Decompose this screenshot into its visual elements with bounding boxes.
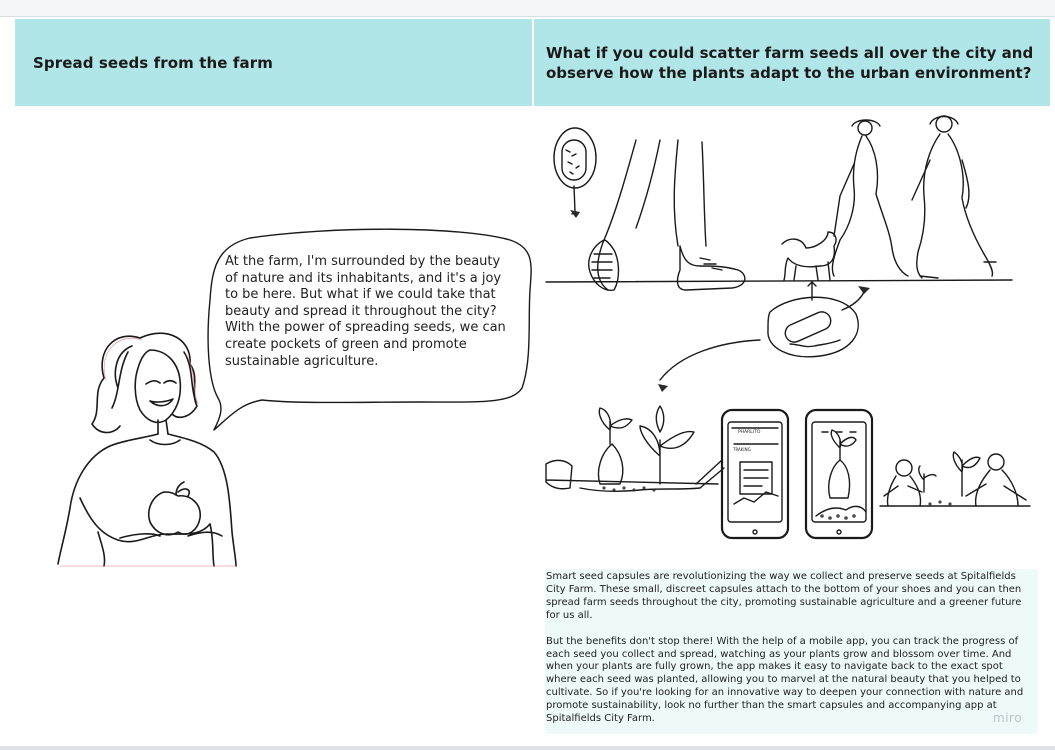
- dropped-capsule-illustration[interactable]: [660, 282, 864, 380]
- info-text-box[interactable]: [545, 569, 1038, 734]
- right-header-question: What if you could scatter farm seeds all over the city and observe how the plants adapt to the urban environment?: [546, 43, 1034, 82]
- phone-app-title: PHARLITO: [738, 430, 761, 435]
- phone-app-label: TRAKING: [733, 447, 751, 452]
- speech-bubble-text: At the farm, I'm surrounded by the beauty of nature and its inhabitants, and it's a joy to be here. But what if we could take that beauty and spread it throughout the city? With the power of spreading seeds, we can create pockets of green and promote sustainable agriculture.: [225, 254, 506, 369]
- board-bottom-bar: [0, 746, 1055, 750]
- info-paragraph-2: But the benefits don't stop there! With the help of a mobile app, you can track the progress of each seed you collect and spread, watching as your plants grow and blossom over time. And when your plants are fully grown, the app makes it easy to navigate back to the exact spot where each seed was planted, allowing you to marvel at the natural beauty that you helped to cultivate. So if you're looking for an innovative way to deepen your connection with nature and promote sustainability, look no further than the smart capsules and accompanying app at Spitalfields City Farm.: [546, 635, 1024, 725]
- left-header-title: Spread seeds from the farm: [33, 53, 273, 72]
- growth-and-app-illustration[interactable]: [546, 406, 1030, 538]
- walking-scene-illustration[interactable]: [546, 116, 1012, 290]
- miro-watermark: miro: [993, 711, 1023, 725]
- info-paragraph-1: Smart seed capsules are revolutionizing the way we collect and preserve seeds at Spitalfields City Farm. These small, discreet capsules attach to the bottom of your shoes and you can then spread farm seeds throughout the city, promoting sustainable agriculture and a greener future for us all.: [546, 571, 1022, 621]
- phone-screen-text: [732, 429, 761, 452]
